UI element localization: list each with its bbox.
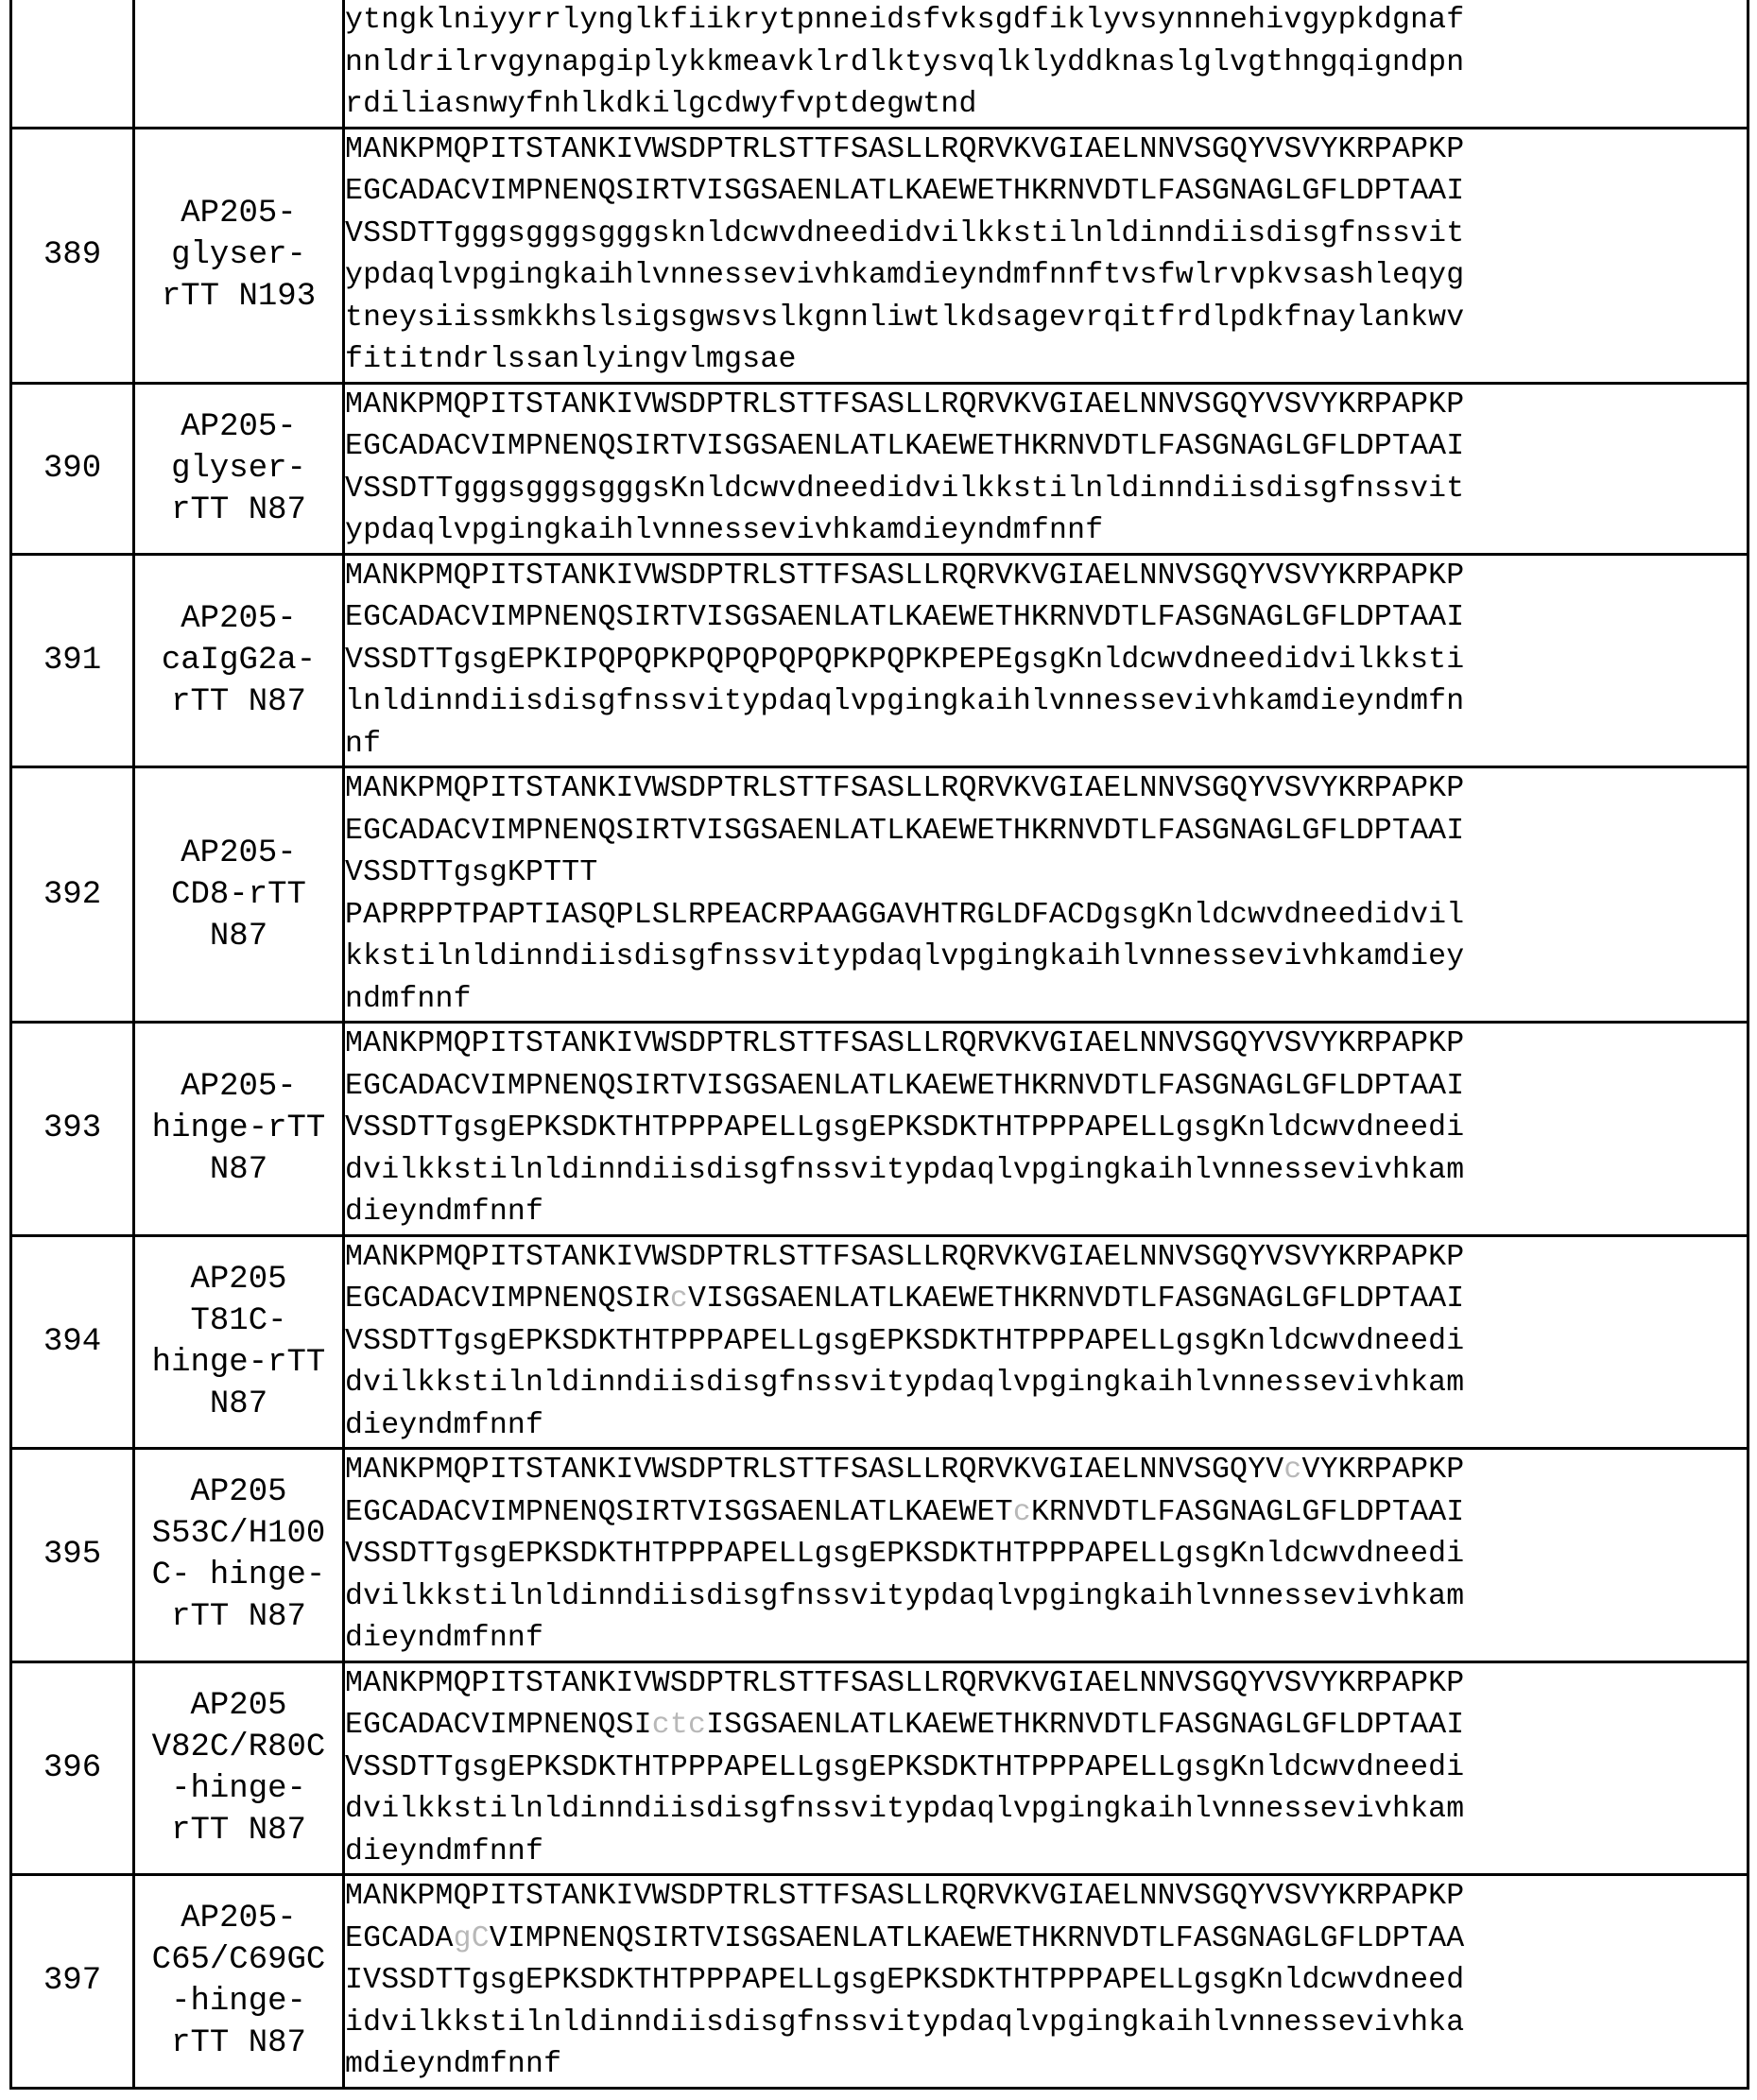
sequence-line xyxy=(345,510,1747,553)
sequence-segment: ndmfnnf xyxy=(345,982,472,1016)
sequence-line xyxy=(345,1405,1747,1448)
construct-name-cell xyxy=(134,767,344,1023)
sequence-segment: VSSDTTgggsgggsgggsknldcwvdneedidvilkkstilnldinndiisdisgfnssvit xyxy=(345,216,1465,250)
sequence-line xyxy=(345,339,1747,382)
construct-name-line: AP205- xyxy=(181,1069,297,1106)
construct-name-cell xyxy=(134,1023,344,1236)
construct-name-line: rTT N193 xyxy=(161,279,317,315)
sequence-segment: dvilkkstilnldinndiisdisgfnssvitypdaqlvpgingkaihlvnnessevivhkam xyxy=(345,1367,1465,1400)
sequence-segment: idvilkkstilnldinndiisdisgfnssvitypdaqlvpgingkaihlvnnessevivhka xyxy=(345,2005,1465,2040)
sequence-cell xyxy=(344,1449,1748,1662)
sequence-segment: VSSDTTgsgEPKSDKTHTPPPAPELLgsgEPKSDKTHTPPPAPELLgsgKnldcwvdneedi xyxy=(345,1111,1465,1145)
seq-id: 396 xyxy=(43,1749,102,1786)
sequence-cell xyxy=(344,1023,1748,1236)
sequence-segment: EGCADACVIMPNENQSIRTVISGSAENLATLKAEWETHKRNVDTLFASGNAGLGFLDPTAAI xyxy=(345,430,1465,463)
sequence-segment: EGCADA xyxy=(345,1921,454,1955)
sequence-line xyxy=(345,724,1747,766)
construct-name-cell xyxy=(134,128,344,383)
seq-id-cell xyxy=(11,1235,134,1449)
construct-name-line: AP205 xyxy=(190,1474,287,1511)
sequence-line xyxy=(345,1321,1747,1364)
sequence-line xyxy=(345,469,1747,511)
sequence-segment: VSSDTTgsgEPKIPQPQPKPQPQPQPQPKPQPKPEPEgsgKnldcwvdneedidvilkksti xyxy=(345,643,1465,677)
sequence-line xyxy=(345,1192,1747,1234)
sequence-line xyxy=(345,298,1747,340)
sequence-line xyxy=(345,1534,1747,1576)
sequence-line xyxy=(345,1279,1747,1321)
sequence-segment: mdieyndmfnnf xyxy=(345,2048,562,2081)
sequence-segment: VYKRPAPKP xyxy=(1301,1454,1465,1487)
sequence-line xyxy=(345,1919,1747,1961)
sequence-segment: VISGSAENLATLKAEWETHKRNVDTLFASGNAGLGFLDPTAAI xyxy=(687,1282,1465,1316)
construct-name-cell xyxy=(134,1875,344,2089)
sequence-segment: VIMPNENQSIRTVISGSAENLATLKAEWETHKRNVDTLFASGNAGLGFLDPTAA xyxy=(489,1921,1465,1955)
construct-name-line: AP205- xyxy=(181,408,297,445)
sequence-segment: dvilkkstilnldinndiisdisgfnssvitypdaqlvpgingkaihlvnnessevivhkam xyxy=(345,1579,1465,1613)
table-row xyxy=(11,1023,1748,1236)
sequence-segment: VSSDTTgsgEPKSDKTHTPPPAPELLgsgEPKSDKTHTPPPAPELLgsgKnldcwvdneedi xyxy=(345,1750,1465,1784)
sequence-line xyxy=(345,937,1747,979)
sequence-segment: VSSDTTgggsgggsgggsKnldcwvdneedidvilkkstilnldinndiisdisgfnssvit xyxy=(345,472,1465,506)
sequence-line xyxy=(345,2044,1747,2087)
mutation-residue: c xyxy=(1283,1454,1302,1487)
sequence-line xyxy=(345,1066,1747,1109)
sequence-line xyxy=(345,255,1747,298)
table-row xyxy=(11,1661,1748,1875)
sequence-cell xyxy=(344,383,1748,554)
sequence-line xyxy=(345,214,1747,256)
mutation-residue: c xyxy=(1012,1495,1031,1529)
seq-id: 390 xyxy=(43,450,102,487)
construct-name-line: AP205- xyxy=(181,196,297,232)
table-row xyxy=(11,1875,1748,2089)
seq-id-cell xyxy=(11,128,134,383)
sequence-segment: VSSDTTgsgEPKSDKTHTPPPAPELLgsgEPKSDKTHTPPPAPELLgsgKnldcwvdneedi xyxy=(345,1538,1465,1571)
sequence-line xyxy=(345,1663,1747,1706)
construct-name-line: rTT N87 xyxy=(171,1812,306,1849)
sequence-segment: KRNVDTLFASGNAGLGFLDPTAAI xyxy=(1030,1495,1465,1529)
sequence-cell xyxy=(344,1875,1748,2089)
seq-id: 391 xyxy=(43,642,102,679)
sequence-segment: dieyndmfnnf xyxy=(345,1196,544,1229)
seq-id-cell xyxy=(11,1023,134,1236)
sequence-segment: MANKPMQPITSTANKIVWSDPTRLSTTFSASLLRQRVKVGIAELNNVSGQYVSVYKRPAPKP xyxy=(345,1666,1465,1700)
construct-name-cell xyxy=(134,554,344,767)
sequence-line xyxy=(345,597,1747,640)
sequence-cell xyxy=(344,767,1748,1023)
sequence-segment: dvilkkstilnldinndiisdisgfnssvitypdaqlvpgingkaihlvnnessevivhkam xyxy=(345,1793,1465,1826)
seq-id-cell xyxy=(11,1449,134,1662)
seq-id: 393 xyxy=(43,1110,102,1147)
sequence-segment: VSSDTTgsgKPTTT xyxy=(345,856,598,889)
sequence-line xyxy=(345,1363,1747,1405)
sequence-segment: MANKPMQPITSTANKIVWSDPTRLSTTFSASLLRQRVKVGIAELNNVSGQYVSVYKRPAPKP xyxy=(345,1027,1465,1060)
sequence-segment: ypdaqlvpgingkaihlvnnessevivhkamdieyndmfnnftvsfwlrvpkvsashleqyg xyxy=(345,259,1465,292)
construct-name-line: rTT N87 xyxy=(171,683,306,720)
construct-name-line: rTT N87 xyxy=(171,1599,306,1636)
sequence-line xyxy=(345,1450,1747,1492)
sequence-line xyxy=(345,426,1747,469)
sequence-cell xyxy=(344,554,1748,767)
construct-name-line: AP205- xyxy=(181,600,297,637)
sequence-segment: PAPRPPTPAPTIASQPLSLRPEACRPAAGGAVHTRGLDFACDgsgKnldcwvdneedidvil xyxy=(345,898,1465,932)
construct-name-line: rTT N87 xyxy=(171,491,306,528)
sequence-segment: ypdaqlvpgingkaihlvnnessevivhkamdieyndmfnnf xyxy=(345,514,1104,547)
construct-name-line: S53C/H100 xyxy=(151,1516,326,1553)
sequence-line xyxy=(345,1150,1747,1193)
sequence-line xyxy=(345,811,1747,853)
sequence-line xyxy=(345,1576,1747,1619)
sequence-cell xyxy=(344,0,1748,128)
table-row xyxy=(11,128,1748,383)
sequence-segment: MANKPMQPITSTANKIVWSDPTRLSTTFSASLLRQRVKVGIAELNNVSGQYVSVYKRPAPKP xyxy=(345,772,1465,805)
construct-name-cell xyxy=(134,0,344,128)
sequence-table xyxy=(9,0,1749,2090)
seq-id-cell xyxy=(11,1661,134,1875)
construct-name-line: glyser- xyxy=(171,450,306,487)
seq-id: 395 xyxy=(43,1537,102,1574)
construct-name-line: rTT N87 xyxy=(171,2025,306,2062)
sequence-segment: kkstilnldinndiisdisgfnssvitypdaqlvpgingkaihlvnnessevivhkamdiey xyxy=(345,940,1465,973)
sequence-line xyxy=(345,852,1747,895)
sequence-line xyxy=(345,1618,1747,1661)
construct-name-cell xyxy=(134,1661,344,1875)
seq-id-cell xyxy=(11,767,134,1023)
construct-name-line: N87 xyxy=(209,1152,268,1189)
sequence-segment: MANKPMQPITSTANKIVWSDPTRLSTTFSASLLRQRVKVGIAELNNVSGQYVSVYKRPAPKP xyxy=(345,1880,1465,1913)
sequence-segment: MANKPMQPITSTANKIVWSDPTRLSTTFSASLLRQRVKVGIAELNNVSGQYVSVYKRPAPKP xyxy=(345,1240,1465,1274)
sequence-line xyxy=(345,43,1747,85)
sequence-segment: ytngklniyyrrlynglkfiikrytpnneidsfvksgdfiklyvsynnnehivgypkdgnaf xyxy=(345,4,1465,37)
sequence-line xyxy=(345,171,1747,214)
table-row xyxy=(11,1449,1748,1662)
construct-name-line: V82C/R80C xyxy=(151,1729,326,1765)
seq-id-cell xyxy=(11,0,134,128)
sequence-segment: nf xyxy=(345,727,382,761)
sequence-segment: EGCADACVIMPNENQSIRTVISGSAENLATLKAEWET xyxy=(345,1495,1013,1529)
construct-name-line: hinge-rTT xyxy=(151,1110,326,1147)
sequence-line xyxy=(345,640,1747,682)
sequence-segment: dieyndmfnnf xyxy=(345,1408,544,1442)
construct-name-line: AP205 xyxy=(190,1261,287,1298)
construct-name-line: C- hinge- xyxy=(151,1558,326,1594)
sequence-line xyxy=(345,129,1747,172)
table-row xyxy=(11,767,1748,1023)
seq-id: 394 xyxy=(43,1323,102,1360)
sequence-segment: EGCADACVIMPNENQSIRTVISGSAENLATLKAEWETHKRNVDTLFASGNAGLGFLDPTAAI xyxy=(345,814,1465,848)
construct-name-line: C65/C69GC xyxy=(151,1942,326,1979)
sequence-segment: lnldinndiisdisgfnssvitypdaqlvpgingkaihlvnnessevivhkamdieyndmfn xyxy=(345,685,1465,718)
sequence-segment: MANKPMQPITSTANKIVWSDPTRLSTTFSASLLRQRVKVGIAELNNVSGQYVSVYKRPAPKP xyxy=(345,132,1465,166)
construct-name-line: N87 xyxy=(209,1386,268,1422)
sequence-line xyxy=(345,84,1747,127)
sequence-cell xyxy=(344,1235,1748,1449)
construct-name-line: AP205 xyxy=(190,1687,287,1724)
sequence-line xyxy=(345,895,1747,938)
seq-id: 392 xyxy=(43,876,102,913)
seq-id-cell xyxy=(11,383,134,554)
sequence-segment: EGCADACVIMPNENQSIRTVISGSAENLATLKAEWETHKRNVDTLFASGNAGLGFLDPTAAI xyxy=(345,1069,1465,1103)
sequence-line xyxy=(345,1832,1747,1874)
sequence-table-body xyxy=(11,0,1748,2088)
construct-name-line: T81C- xyxy=(190,1302,287,1339)
sequence-line xyxy=(345,1024,1747,1066)
sequence-segment: rdiliasnwyfnhlkdkilgcdwyfvptdegwtnd xyxy=(345,88,977,121)
sequence-segment: EGCADACVIMPNENQSIR xyxy=(345,1282,670,1316)
sequence-line xyxy=(345,979,1747,1022)
sequence-line xyxy=(345,1960,1747,2003)
mutation-residue: gC xyxy=(453,1921,490,1955)
sequence-segment: VSSDTTgsgEPKSDKTHTPPPAPELLgsgEPKSDKTHTPPPAPELLgsgKnldcwvdneedi xyxy=(345,1324,1465,1358)
sequence-segment: IVSSDTTgsgEPKSDKTHTPPPAPELLgsgEPKSDKTHTPPPAPELLgsgKnldcwvdneed xyxy=(345,1964,1465,1997)
sequence-segment: MANKPMQPITSTANKIVWSDPTRLSTTFSASLLRQRVKVGIAELNNVSGQYVSVYKRPAPKP xyxy=(345,559,1465,593)
construct-name-line: -hinge- xyxy=(171,1984,306,2021)
sequence-segment: MANKPMQPITSTANKIVWSDPTRLSTTFSASLLRQRVKVGIAELNNVSGQYV xyxy=(345,1454,1284,1487)
sequence-cell xyxy=(344,128,1748,383)
sequence-line xyxy=(345,681,1747,724)
sequence-line xyxy=(345,1876,1747,1919)
sequence-line xyxy=(345,1747,1747,1790)
sequence-line xyxy=(345,1705,1747,1747)
seq-id: 397 xyxy=(43,1963,102,2000)
seq-id-cell xyxy=(11,1875,134,2089)
construct-name-line: AP205- xyxy=(181,1901,297,1937)
seq-id: 389 xyxy=(43,237,102,273)
sequence-segment: dieyndmfnnf xyxy=(345,1834,544,1868)
sequence-line xyxy=(345,0,1747,43)
table-row xyxy=(11,383,1748,554)
sequence-line xyxy=(345,1492,1747,1535)
table-row xyxy=(11,1235,1748,1449)
sequence-line xyxy=(345,385,1747,427)
sequence-segment: EGCADACVIMPNENQSI xyxy=(345,1709,652,1742)
construct-name-line: N87 xyxy=(209,918,268,955)
sequence-segment: ISGSAENLATLKAEWETHKRNVDTLFASGNAGLGFLDPTAAI xyxy=(706,1709,1465,1742)
sequence-segment: dieyndmfnnf xyxy=(345,1622,544,1655)
construct-name-line: glyser- xyxy=(171,237,306,273)
construct-name-cell xyxy=(134,1235,344,1449)
construct-name-cell xyxy=(134,1449,344,1662)
sequence-line xyxy=(345,1237,1747,1280)
construct-name-line: AP205- xyxy=(181,835,297,871)
sequence-line xyxy=(345,2003,1747,2045)
mutation-residue: c xyxy=(669,1282,688,1316)
construct-name-line: caIgG2a- xyxy=(161,642,317,679)
mutation-residue: ctc xyxy=(651,1709,707,1742)
construct-name-line: -hinge- xyxy=(171,1770,306,1807)
sequence-line xyxy=(345,768,1747,811)
sequence-segment: nnldrilrvgynapgiplykkmeavklrdlktysvqlklyddknaslglvgthngqigndpn xyxy=(345,45,1465,79)
table-row xyxy=(11,554,1748,767)
sequence-segment: EGCADACVIMPNENQSIRTVISGSAENLATLKAEWETHKRNVDTLFASGNAGLGFLDPTAAI xyxy=(345,601,1465,634)
sequence-line xyxy=(345,1789,1747,1832)
sequence-segment: dvilkkstilnldinndiisdisgfnssvitypdaqlvpgingkaihlvnnessevivhkam xyxy=(345,1153,1465,1187)
table-row xyxy=(11,0,1748,128)
construct-name-line: CD8-rTT xyxy=(171,876,306,913)
sequence-segment: MANKPMQPITSTANKIVWSDPTRLSTTFSASLLRQRVKVGIAELNNVSGQYVSVYKRPAPKP xyxy=(345,387,1465,422)
sequence-segment: EGCADACVIMPNENQSIRTVISGSAENLATLKAEWETHKRNVDTLFASGNAGLGFLDPTAAI xyxy=(345,175,1465,208)
sequence-segment: fititndrlssanlyingvlmgsae xyxy=(345,343,797,376)
seq-id-cell xyxy=(11,554,134,767)
sequence-line xyxy=(345,1108,1747,1150)
construct-name-cell xyxy=(134,383,344,554)
sequence-cell xyxy=(344,1661,1748,1875)
sequence-line xyxy=(345,556,1747,598)
construct-name-line: hinge-rTT xyxy=(151,1344,326,1381)
sequence-segment: tneysiissmkkhslsigsgwsvslkgnnliwtlkdsagevrqitfrdlpdkfnaylankwv xyxy=(345,301,1465,335)
